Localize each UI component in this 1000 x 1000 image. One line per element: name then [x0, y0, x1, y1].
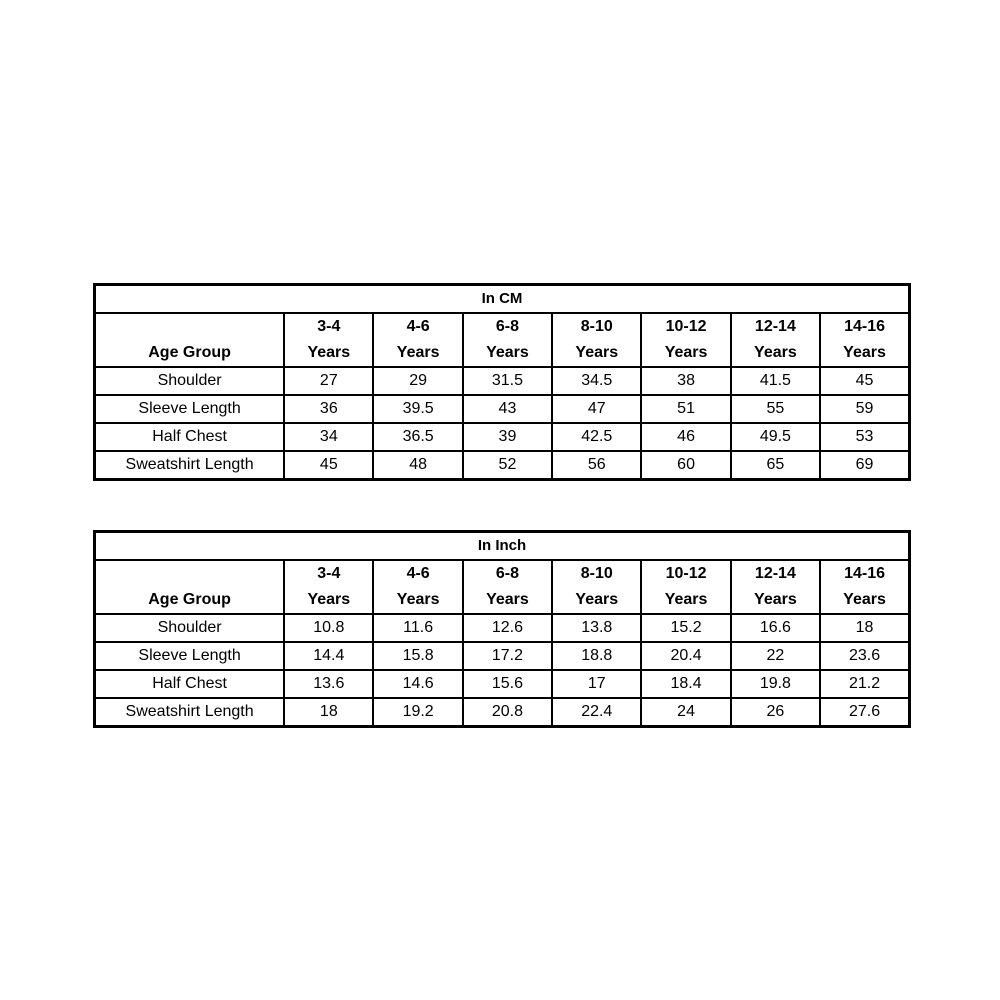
table-row [95, 395, 910, 423]
row-label: Shoulder [95, 367, 285, 395]
table-cell: 15.8 [373, 642, 462, 670]
table-row [95, 451, 910, 480]
column-header-range: 14-16 [844, 318, 885, 335]
table-title: In CM [95, 285, 910, 314]
table-cell: 59 [820, 395, 909, 423]
table-cell: 56 [552, 451, 641, 480]
table-cell: 11.6 [373, 614, 462, 642]
column-header [552, 313, 641, 367]
column-header [373, 560, 462, 614]
table-cell: 45 [284, 451, 373, 480]
column-header-unit: Years [754, 344, 797, 361]
table-cell: 47 [552, 395, 641, 423]
table-cell: 69 [820, 451, 909, 480]
table-row [95, 367, 910, 395]
table-cell: 18 [284, 698, 373, 727]
table-cell: 53 [820, 423, 909, 451]
table-cell: 15.6 [463, 670, 552, 698]
table-cell: 19.2 [373, 698, 462, 727]
column-header-unit: Years [664, 344, 708, 361]
table-cell: 22.4 [552, 698, 641, 727]
table-cell: 20.8 [463, 698, 552, 727]
column-header-range: 4-6 [406, 318, 430, 335]
table-cell: 18.8 [552, 642, 641, 670]
table-row [95, 642, 910, 670]
column-header-range: 4-6 [406, 565, 430, 582]
column-header [731, 313, 820, 367]
row-label: Sleeve Length [95, 395, 285, 423]
table-cell: 18.4 [641, 670, 730, 698]
table-cell: 39.5 [373, 395, 462, 423]
table-cell: 13.6 [284, 670, 373, 698]
column-header-unit: Years [575, 344, 619, 361]
size-table-cm [93, 283, 911, 481]
table-title-row [95, 532, 910, 561]
table-cell: 12.6 [463, 614, 552, 642]
table-cell: 21.2 [820, 670, 909, 698]
table-cell: 29 [373, 367, 462, 395]
table-cell: 14.4 [284, 642, 373, 670]
age-group-header [95, 560, 285, 614]
table-title-row [95, 285, 910, 314]
table-row [95, 670, 910, 698]
table-cell: 22 [731, 642, 820, 670]
table-row [95, 614, 910, 642]
column-header-unit: Years [396, 344, 440, 361]
column-header-range: 8-10 [580, 565, 613, 582]
row-label: Sweatshirt Length [95, 698, 285, 727]
column-header-range: 6-8 [495, 565, 520, 582]
column-header [463, 560, 552, 614]
size-table-inch [93, 530, 911, 728]
table-header-row [95, 313, 910, 367]
table-cell: 36.5 [373, 423, 462, 451]
table-cell: 52 [463, 451, 552, 480]
table-cell: 48 [373, 451, 462, 480]
column-header-range: 12-14 [754, 318, 796, 335]
table-cell: 49.5 [731, 423, 820, 451]
age-group-label: Age Group [148, 344, 231, 361]
row-label: Shoulder [95, 614, 285, 642]
table-row [95, 423, 910, 451]
table-cell: 14.6 [373, 670, 462, 698]
age-group-label: Age Group [148, 591, 231, 608]
column-header-unit: Years [664, 591, 708, 608]
column-header [641, 313, 730, 367]
table-cell: 17.2 [463, 642, 552, 670]
table-cell: 23.6 [820, 642, 909, 670]
column-header-unit: Years [754, 591, 797, 608]
table-cell: 45 [820, 367, 909, 395]
column-header [552, 560, 641, 614]
row-label: Half Chest [95, 423, 285, 451]
column-header-range: 10-12 [665, 318, 707, 335]
table-cell: 17 [552, 670, 641, 698]
table-cell: 39 [463, 423, 552, 451]
table-cell: 24 [641, 698, 730, 727]
table-row [95, 698, 910, 727]
column-header-range: 3-4 [317, 565, 341, 582]
table-cell: 16.6 [731, 614, 820, 642]
age-group-header [95, 313, 285, 367]
column-header [820, 560, 909, 614]
column-header-range: 12-14 [754, 565, 796, 582]
column-header-unit: Years [843, 591, 886, 608]
row-label: Sleeve Length [95, 642, 285, 670]
table-header-row [95, 560, 910, 614]
column-header-unit: Years [575, 591, 619, 608]
column-header-unit: Years [486, 344, 529, 361]
table-cell: 38 [641, 367, 730, 395]
table-cell: 20.4 [641, 642, 730, 670]
column-header [731, 560, 820, 614]
row-label: Sweatshirt Length [95, 451, 285, 480]
table-cell: 36 [284, 395, 373, 423]
column-header-unit: Years [307, 344, 351, 361]
table-cell: 19.8 [731, 670, 820, 698]
table-cell: 34 [284, 423, 373, 451]
table-cell: 42.5 [552, 423, 641, 451]
column-header [641, 560, 730, 614]
column-header-range: 3-4 [317, 318, 341, 335]
column-header-range: 6-8 [495, 318, 520, 335]
column-header [284, 313, 373, 367]
column-header-range: 8-10 [580, 318, 613, 335]
column-header-unit: Years [843, 344, 886, 361]
table-cell: 15.2 [641, 614, 730, 642]
column-header-range: 14-16 [844, 565, 885, 582]
table-cell: 18 [820, 614, 909, 642]
row-label: Half Chest [95, 670, 285, 698]
table-cell: 60 [641, 451, 730, 480]
column-header-unit: Years [396, 591, 440, 608]
column-header [463, 313, 552, 367]
column-header-range: 10-12 [665, 565, 707, 582]
column-header [373, 313, 462, 367]
table-cell: 55 [731, 395, 820, 423]
table-cell: 27.6 [820, 698, 909, 727]
table-cell: 27 [284, 367, 373, 395]
table-cell: 46 [641, 423, 730, 451]
table-cell: 51 [641, 395, 730, 423]
column-header-unit: Years [486, 591, 529, 608]
column-header [284, 560, 373, 614]
table-cell: 26 [731, 698, 820, 727]
table-cell: 65 [731, 451, 820, 480]
column-header [820, 313, 909, 367]
table-cell: 43 [463, 395, 552, 423]
table-cell: 41.5 [731, 367, 820, 395]
table-title: In Inch [95, 532, 910, 561]
table-cell: 13.8 [552, 614, 641, 642]
column-header-unit: Years [307, 591, 351, 608]
table-cell: 10.8 [284, 614, 373, 642]
table-cell: 34.5 [552, 367, 641, 395]
table-cell: 31.5 [463, 367, 552, 395]
